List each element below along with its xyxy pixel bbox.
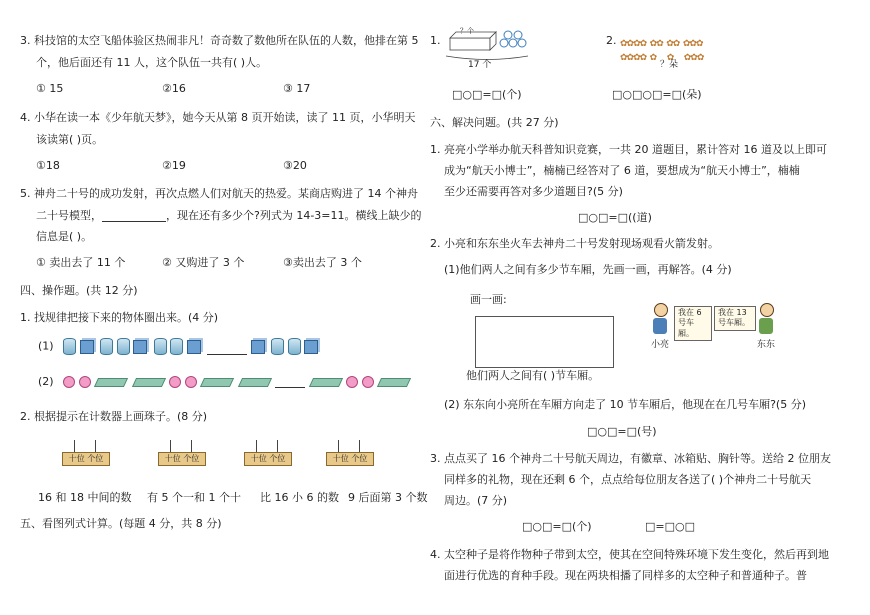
flower-group-icon: ✿✿✿ [682, 39, 703, 49]
body-icon [653, 318, 667, 334]
abacus-1[interactable] [62, 440, 110, 468]
total-label: 17 个 [468, 60, 492, 70]
p1-line1: 1. 亮亮小学举办航天科普知识竞赛，一共 20 道题目，累计答对 16 道及以上即可 [430, 143, 827, 156]
cylinder-icon [170, 338, 183, 355]
q4-line2: 该读第( )页。 [36, 133, 104, 146]
p4-line2: 面进行优选的育种手段。现在两块相播了同样多的太空种子和普通种子。普 [444, 569, 807, 582]
xiaoliang-figure [651, 303, 669, 337]
abacus-3[interactable] [244, 440, 292, 468]
abacus-label: 十位 个位 [158, 452, 206, 466]
flower-group-icon: ✿✿✿✿ [620, 52, 647, 63]
slab-icon [237, 378, 271, 387]
p3-equation-1[interactable]: □○□=□(个) [522, 520, 592, 533]
head-icon [760, 303, 774, 317]
flower-group-icon: ✿✿✿ [683, 52, 704, 63]
ball-icon [185, 376, 197, 388]
q5-line1: 5. 神舟二十号的成功发射，再次点燃人们对航天的热爱。某商店购进了 14 个神舟 [20, 187, 418, 200]
dongdong-figure [757, 303, 775, 337]
slab-icon [131, 378, 165, 387]
pattern-row-1 [38, 338, 321, 355]
q4-option-2[interactable]: ②19 [162, 159, 186, 172]
bubble-xiaoliang: 我在 6 号车厢。 [674, 306, 712, 341]
abacus-hint-3: 比 16 小 6 的数 [260, 491, 339, 504]
q3-option-1[interactable]: ① 15 [36, 82, 64, 95]
cube-icon [133, 340, 147, 354]
p3-line1: 3. 点点买了 16 个神舟二十号航天周边，有徽章、冰箱贴、胸针等。送给 2 位朋友 [430, 452, 831, 465]
bubble-dongdong: 我在 13 号车厢。 [714, 306, 756, 331]
p1-line2: 成为“航天小博士”，楠楠已经答对了 6 道，要想成为“航天小博士”，楠楠 [444, 164, 800, 177]
head-icon [654, 303, 668, 317]
ball-icon [79, 376, 91, 388]
brace-shape [446, 56, 528, 60]
p3-line2: 同样多的礼物，现在还剩 6 个，点点给每位朋友各送了( )个神舟二十号航天 [444, 473, 812, 486]
abacus-hint-4: 9 后面第 3 个数 [348, 491, 428, 504]
slab-icon [94, 378, 128, 387]
slab-icon [200, 378, 234, 387]
abacus-label: 十位 个位 [244, 452, 292, 466]
flowers-question: ？朵 [660, 60, 679, 70]
q4-option-3[interactable]: ③20 [283, 159, 307, 172]
abacus-4[interactable] [326, 440, 374, 468]
body-icon [759, 318, 773, 334]
section4-title: 四、操作题。(共 12 分) [20, 284, 138, 297]
abacus-hint-2: 有 5 个一和 1 个十 [147, 491, 241, 504]
box-shape [450, 38, 490, 50]
cube-icon[interactable] [304, 340, 318, 354]
q5-line2-end: ，现在还有多少个?列式为 14-3=11。横线上缺少的 [166, 209, 422, 222]
cube-icon[interactable] [251, 340, 265, 354]
p2-line1: 2. 小亮和东东坐火车去神舟二十号发射现场观看火箭发射。 [430, 237, 719, 250]
draw-label: 画一画: [470, 293, 507, 306]
cylinder-icon [117, 338, 130, 355]
flower-group-icon: ✿ [666, 52, 674, 63]
q3-line2: 个，他后面还有 11 人，这个队伍一共有( )人。 [36, 56, 268, 69]
name-dongdong: 东东 [757, 340, 776, 350]
p1-line3: 至少还需要再答对多少道题目?(5 分) [444, 185, 623, 198]
flower-group-icon: ✿✿ [649, 39, 663, 49]
ball-shape [514, 31, 522, 39]
abacus-2[interactable] [158, 440, 206, 468]
q4-option-1[interactable]: ①18 [36, 159, 60, 172]
abacus-label: 十位 个位 [62, 452, 110, 466]
cylinder-icon [100, 338, 113, 355]
q5-option-1[interactable]: ① 卖出去了 11 个 [36, 256, 126, 269]
abacus-hint-1: 16 和 18 中间的数 [38, 491, 132, 504]
r-item-1-number: 1. [430, 34, 441, 47]
r-item-2-number: 2. [606, 34, 617, 47]
q3-line1: 3. 科技馆的太空飞船体验区热闹非凡！奇奇数了数他所在队伍的人数，他排在第 5 [20, 34, 419, 47]
between-text: 他们两人之间有( )节车厢。 [466, 369, 600, 382]
s4-q1-text: 1. 找规律把接下来的物体圈出来。(4 分) [20, 311, 219, 324]
abacus-label: 十位 个位 [326, 452, 374, 466]
q5-option-2[interactable]: ② 又购进了 3 个 [162, 256, 245, 269]
p3-equation-2[interactable]: □=□○□ [645, 520, 695, 533]
equation-1[interactable]: □○□=□(个) [452, 88, 522, 101]
q3-option-3[interactable]: ③ 17 [283, 82, 311, 95]
section5-title: 五、看图列式计算。(每题 4 分，共 8 分) [20, 517, 222, 530]
q4-line1: 4. 小华在读一本《少年航天梦》，她今天从第 8 页开始读，读了 11 页，小华明天 [20, 111, 416, 124]
p2-sub1: (1)他们两人之间有多少节车厢，先画一画，再解答。(4 分) [444, 263, 732, 276]
p2-sub2: (2) 东东向小亮所在车厢方向走了 10 节车厢后，他现在在几号车厢?(5 分) [444, 398, 806, 411]
name-xiaoliang: 小亮 [651, 340, 670, 350]
box-question-label: ？个 [460, 27, 474, 35]
ball-shape [504, 31, 512, 39]
pattern-1-blank[interactable] [207, 344, 247, 355]
q5-line3: 信息是( )。 [36, 230, 93, 243]
pattern-1-label: (1) [38, 339, 54, 353]
cylinder-icon[interactable] [271, 338, 284, 355]
q5-option-3[interactable]: ③卖出去了 3 个 [283, 256, 362, 269]
slab-icon[interactable] [308, 378, 342, 387]
cylinder-icon[interactable] [288, 338, 301, 355]
flower-group-icon: ✿✿✿✿ [620, 39, 647, 49]
equation-2[interactable]: □○□○□=□(朵) [612, 88, 702, 101]
ball-shape [518, 39, 526, 47]
ball-icon [63, 376, 75, 388]
drawing-box[interactable] [475, 316, 614, 368]
q3-option-2[interactable]: ②16 [162, 82, 186, 95]
q5-line2 [36, 209, 422, 222]
pattern-2-label: (2) [38, 375, 54, 388]
ball-shape [509, 39, 517, 47]
ball-icon [169, 376, 181, 388]
ball-icon[interactable] [346, 376, 358, 388]
p1-equation[interactable]: □○□=□((道) [578, 211, 652, 224]
p4-line1: 4. 太空种子是将作物种子带到太空，使其在空间特殊环境下发生变化，然后再到地 [430, 548, 829, 561]
section6-title: 六、解决问题。(共 27 分) [430, 116, 559, 129]
s4-q2-text: 2. 根据提示在计数器上画珠子。(8 分) [20, 410, 208, 423]
pattern-2-blank[interactable] [275, 377, 305, 388]
cube-icon [187, 340, 201, 354]
slab-icon[interactable] [377, 378, 411, 387]
cylinder-icon [63, 338, 76, 355]
pattern-row-2 [38, 375, 411, 388]
p2-equation[interactable]: □○□=□(号) [587, 425, 657, 438]
cylinder-icon [154, 338, 167, 355]
p3-line3: 周边。(7 分) [444, 494, 508, 507]
ball-shape [500, 39, 508, 47]
q5-line2-start: 二十号模型， [36, 209, 102, 222]
flower-group-icon: ✿ [649, 52, 657, 63]
q5-fill-blank[interactable] [102, 210, 166, 222]
cube-icon [80, 340, 94, 354]
flower-group-icon: ✿✿ [666, 39, 680, 49]
ball-icon[interactable] [362, 376, 374, 388]
